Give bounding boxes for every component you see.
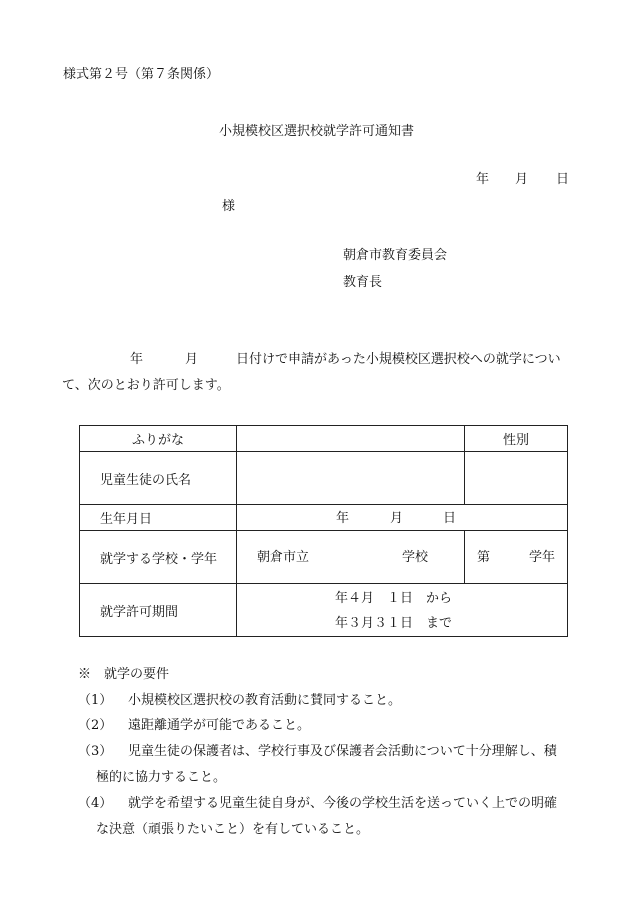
name-field[interactable] — [237, 452, 465, 505]
name-row — [80, 452, 568, 505]
requirement-1-text: 小規模校区選択校の教育活動に賛同すること。 — [128, 693, 402, 708]
permission-table — [79, 425, 568, 637]
body-year-label: 年 — [130, 352, 144, 367]
gender-label: 性別 — [465, 426, 568, 452]
grade-suffix: 学年 — [529, 550, 556, 565]
birth-day-label: 日 — [443, 511, 457, 526]
requirement-3-number: （3） — [78, 744, 113, 759]
furigana-field[interactable] — [237, 426, 465, 452]
birth-year-label: 年 — [336, 511, 350, 526]
period-field[interactable] — [237, 584, 568, 637]
period-to: 年３月３１日 まで — [335, 616, 453, 631]
issuer-position: 教育長 — [343, 275, 383, 290]
issuer-board: 朝倉市教育委員会 — [343, 248, 448, 263]
date-day-label: 日 — [556, 172, 570, 187]
document-title: 小規模校区選択校就学許可通知書 — [219, 124, 415, 139]
period-row — [80, 584, 568, 637]
body-line1: 日付けで申請があった小規模校区選択校への就学につい — [236, 352, 561, 367]
birth-month-label: 月 — [390, 511, 404, 526]
furigana-label: ふりがな — [80, 426, 237, 452]
furigana-row — [80, 426, 568, 452]
requirements-heading: ※ 就学の要件 — [78, 667, 170, 682]
requirement-4-number: （4） — [78, 796, 113, 811]
school-prefix: 朝倉市立 — [257, 550, 310, 565]
requirement-3-text: 児童生徒の保護者は、学校行事及び保護者会活動について十分理解し、積 — [128, 744, 557, 759]
name-label: 児童生徒の氏名 — [80, 452, 237, 505]
requirement-4-text: 就学を希望する児童生徒自身が、今後の学校生活を送っていく上での明確 — [128, 796, 558, 811]
requirement-1-number: （1） — [78, 693, 113, 708]
addressee-honorific: 様 — [222, 199, 236, 214]
date-month-label: 月 — [515, 172, 529, 187]
birthdate-row — [80, 505, 568, 531]
period-label: 就学許可期間 — [80, 584, 237, 637]
body-line2: て、次のとおり許可します。 — [62, 378, 230, 393]
school-row — [80, 531, 568, 584]
grade-prefix: 第 — [477, 550, 491, 565]
body-month-label: 月 — [185, 352, 199, 367]
gender-field[interactable] — [465, 452, 568, 505]
date-year-label: 年 — [476, 172, 490, 187]
requirement-2-number: （2） — [78, 718, 113, 733]
school-field[interactable] — [237, 531, 465, 584]
school-suffix: 学校 — [402, 550, 429, 565]
requirement-2-text: 遠距離通学が可能であること。 — [128, 718, 311, 733]
birthdate-field[interactable] — [237, 505, 568, 531]
birthdate-label: 生年月日 — [80, 505, 237, 531]
requirement-4-continuation: な決意（頑張りたいこと）を有していること。 — [96, 822, 370, 837]
grade-field[interactable] — [465, 531, 568, 584]
form-number: 様式第２号（第７条関係） — [63, 67, 220, 82]
school-label: 就学する学校・学年 — [80, 531, 237, 584]
period-from: 年４月 １日 から — [335, 591, 453, 606]
requirement-3-continuation: 極的に協力すること。 — [96, 770, 227, 785]
